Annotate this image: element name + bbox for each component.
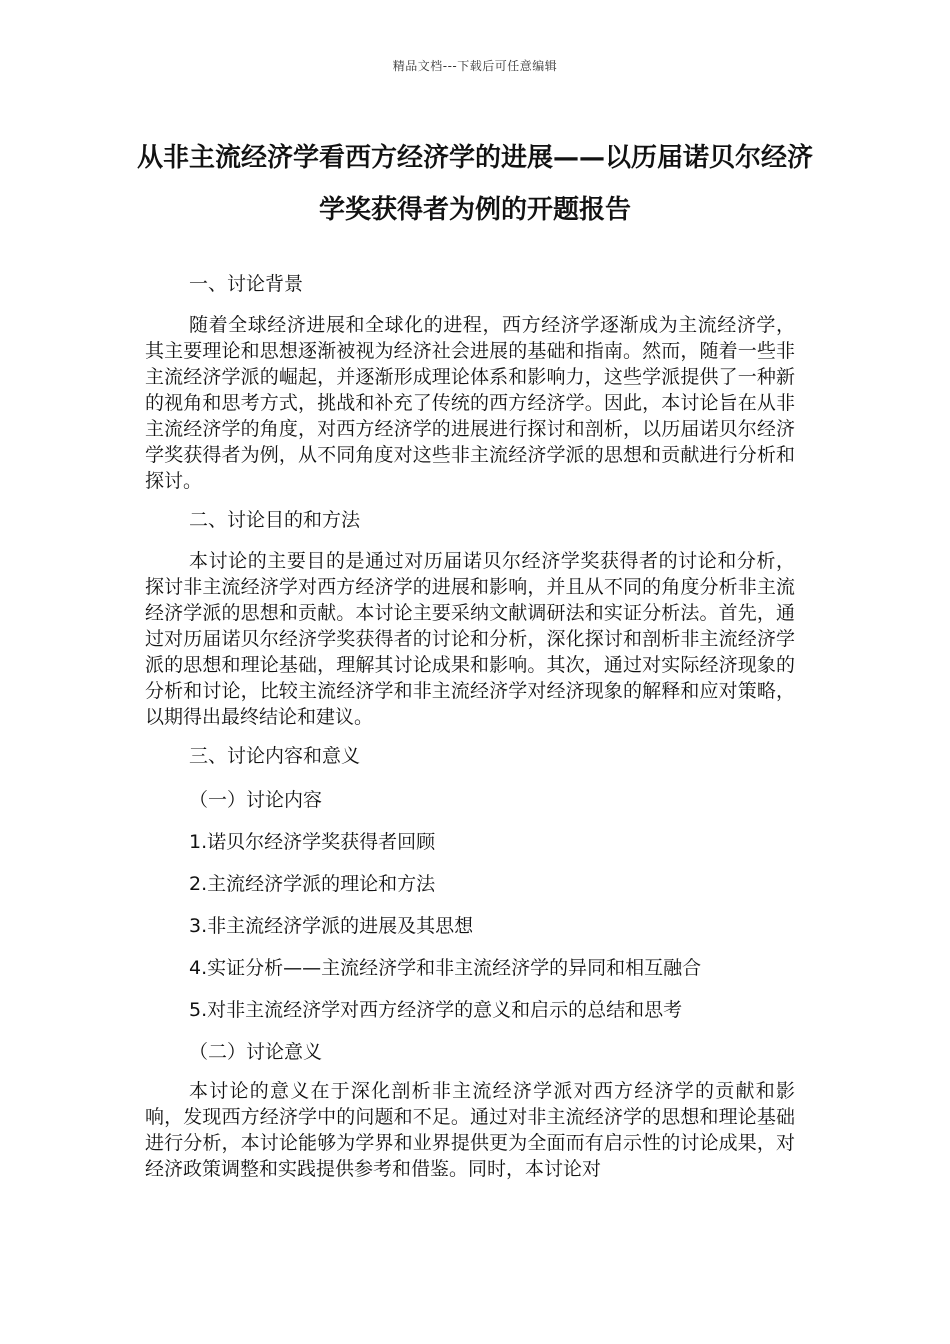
paragraph-purpose-method: 本讨论的主要目的是通过对历届诺贝尔经济学奖获得者的讨论和分析，探讨非主流经济学对西方经济学的进展和影响，并且从不同的角度分析非主流经济学派的思想和贡献。本讨论主要采纳文献调研法和实证分析法。首先，通过对历届诺贝尔经济学奖获得者的讨论和分析，深化探讨和剖析非主流经济学派的思想和理论基础，理解其讨论成果和影响。其次，通过对实际经济现象的分析和讨论，比较主流经济学和非主流经济学对经济现象的解释和应对策略，以期得出最终结论和建议。 (145, 550, 795, 728)
subsection-heading-content: （一）讨论内容 (189, 789, 323, 811)
section-heading-purpose-method: 二、讨论目的和方法 (189, 509, 361, 531)
list-item: 4.实证分析——主流经济学和非主流经济学的异同和相互融合 (189, 957, 702, 979)
document-body (145, 268, 795, 1188)
subsection-heading-significance: （二）讨论意义 (189, 1041, 323, 1063)
header-note: 精品文档---下载后可任意编辑 (392, 59, 558, 73)
list-item: 5.对非主流经济学对西方经济学的意义和启示的总结和思考 (189, 999, 683, 1021)
list-item: 3.非主流经济学派的进展及其思想 (189, 915, 474, 937)
document-title: 从非主流经济学看西方经济学的进展——以历届诺贝尔经济学奖获得者为例的开题报告 (136, 143, 813, 225)
section-heading-background: 一、讨论背景 (189, 273, 304, 295)
paragraph-background: 随着全球经济进展和全球化的进程，西方经济学逐渐成为主流经济学，其主要理论和思想逐渐被视为经济社会进展的基础和指南。然而，随着一些非主流经济学派的崛起，并逐渐形成理论体系和影响力，这些学派提供了一种新的视角和思考方式，挑战和补充了传统的西方经济学。因此，本讨论旨在从非主流经济学的角度，对西方经济学的进展进行探讨和剖析，以历届诺贝尔经济学奖获得者为例，从不同角度对这些非主流经济学派的思想和贡献进行分析和探讨。 (145, 314, 795, 492)
list-item: 2.主流经济学派的理论和方法 (189, 873, 436, 895)
section-heading-content-significance: 三、讨论内容和意义 (189, 745, 361, 767)
list-item: 1.诺贝尔经济学奖获得者回顾 (189, 831, 436, 853)
paragraph-significance: 本讨论的意义在于深化剖析非主流经济学派对西方经济学的贡献和影响，发现西方经济学中的问题和不足。通过对非主流经济学的思想和理论基础进行分析，本讨论能够为学界和业界提供更为全面而有启示性的讨论成果，对经济政策调整和实践提供参考和借鉴。同时，本讨论对 (145, 1080, 795, 1180)
